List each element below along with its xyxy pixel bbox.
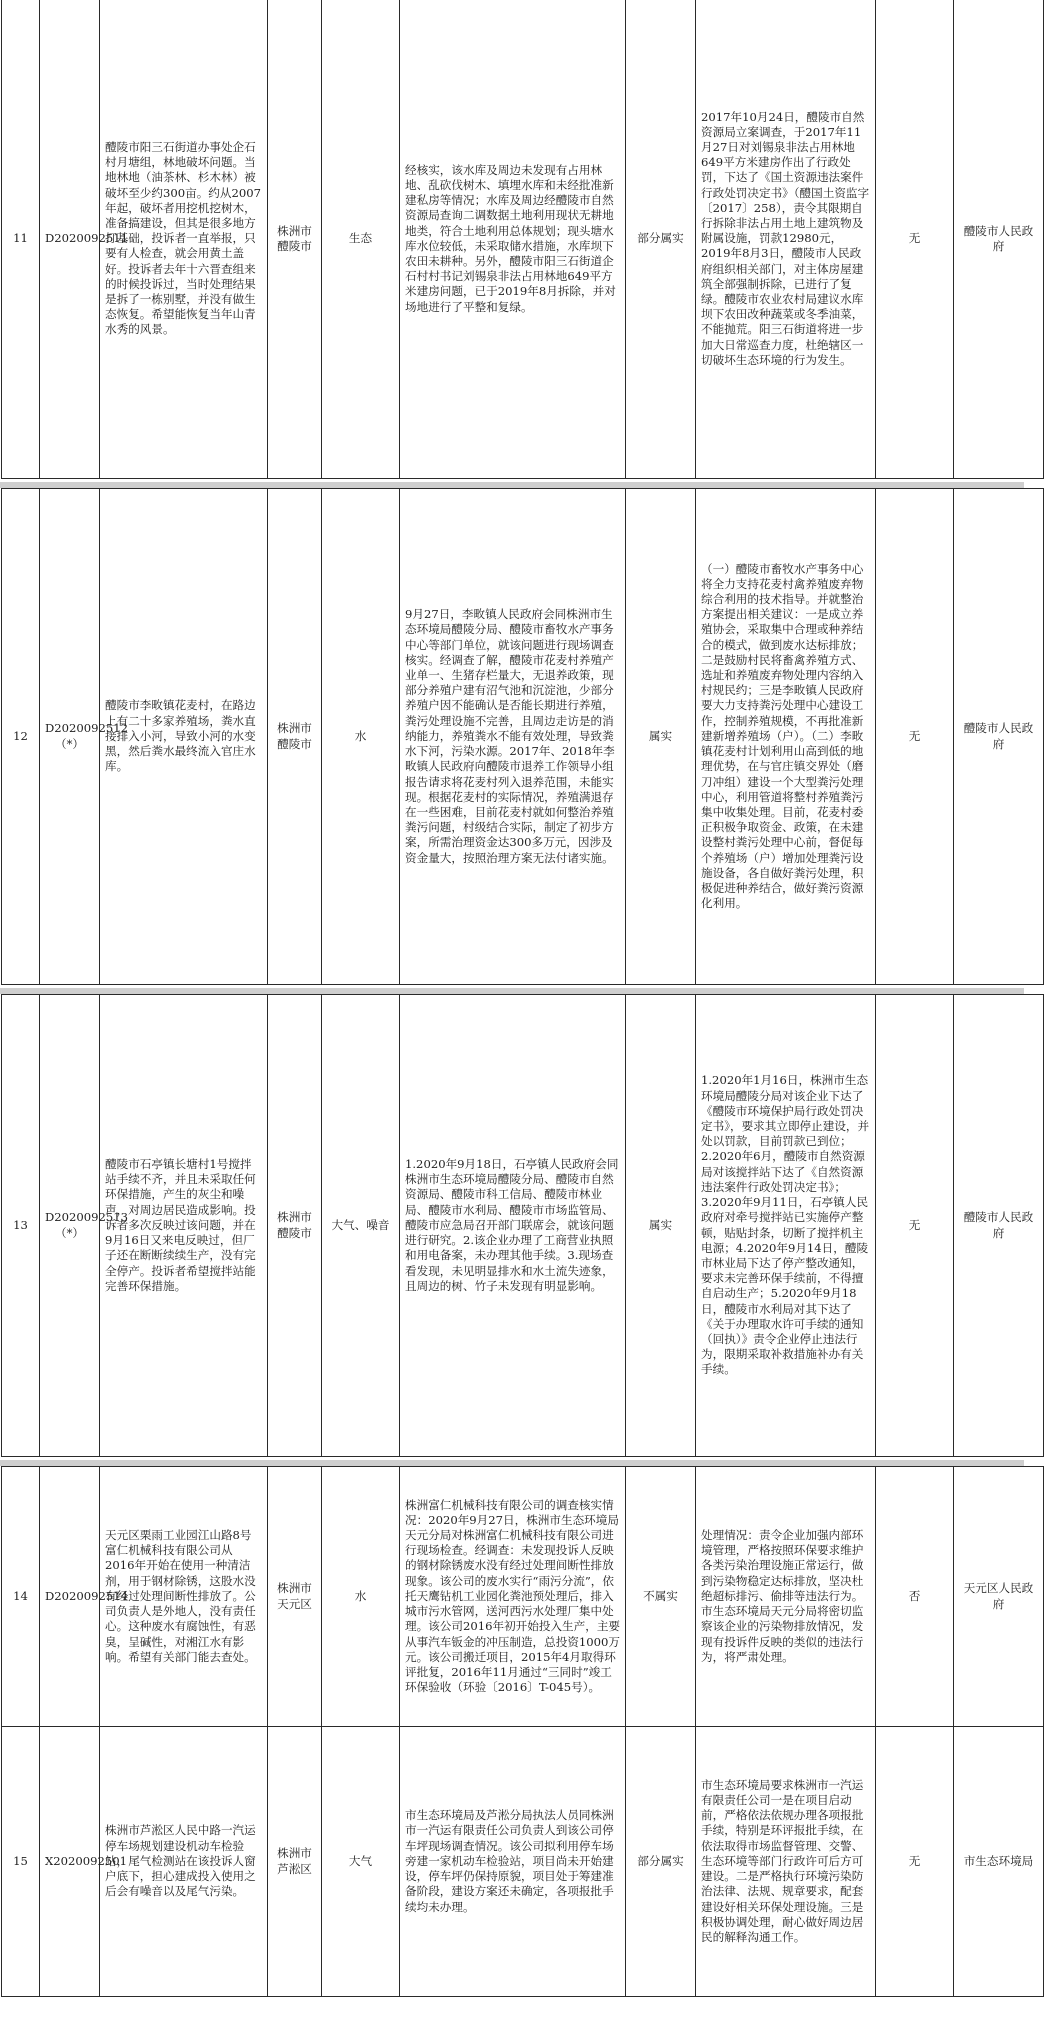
verdict-cell: 不属实 xyxy=(626,1467,696,1727)
complaint-table xyxy=(1,488,1044,985)
complaint-cell: 株洲市芦淞区人民中路一汽运停车场规划建设机动车检验站，尾气检测站在该投诉人窗户底下，担心建成投入使用之后会有噪音以及尾气污染。 xyxy=(100,1727,268,1997)
case-id-cell: D2020092513（*） xyxy=(40,995,100,1457)
admin-region-cell: 株洲市醴陵市 xyxy=(268,489,322,985)
investigation-cell: 经核实，该水库及周边未发现有占用林地、乱砍伐树木、填埋水库和未经批准新建私房等情况；水库及周边经醴陵市自然资源局查询二调数据土地利用现状无耕地地类，符合土地利用总体规划；现头塘水库水位较低，未采取储水措施，水库坝下农田未耕种。另外，醴陵市阳三石街道企石村村书记刘锡泉非法占用林地649平方米建房问题，已于2019年8月拆除，并对场地进行了平整和复绿。 xyxy=(400,0,626,478)
accountability-cell: 否 xyxy=(876,1467,954,1727)
table-page xyxy=(0,488,1034,988)
complaint-table xyxy=(1,0,1044,479)
admin-region-cell: 株洲市醴陵市 xyxy=(268,0,322,478)
admin-region-cell: 株洲市天元区 xyxy=(268,1467,322,1727)
table-row xyxy=(2,1727,1044,1997)
seq-cell: 13 xyxy=(2,995,40,1457)
complaint-table xyxy=(1,1466,1044,1997)
accountability-cell: 无 xyxy=(876,1727,954,1997)
handling-cell: 1.2020年1月16日，株洲市生态环境局醴陵分局对该企业下达了《醴陵市环境保护局行政处罚决定书》，要求其立即停止建设，并处以罚款，目前罚款已到位；2.2020年6月，醴陵市自然资源局对该搅拌站下达了《自然资源违法案件行政处罚决定书》；3.2020年9月11日，石亭镇人民政府对牵号搅拌站已实施停产整顿，贴贴封条，切断了搅拌机主电源；4.2020年9月14日，醴陵市林业局下达了停产整改通知，要求未完善环保手续前，不得擅自启动生产；5.2020年9月18日，醴陵市水利局对其下达了《关于办理取水许可手续的通知（回执）》责令企业停止违法行为，限期采取补救措施补办有关手续。 xyxy=(696,995,876,1457)
handling-cell: 2017年10月24日，醴陵市自然资源局立案调查，于2017年11月27日对刘锡泉非法占用林地649平方米建房作出了行政处罚，下达了《国土资源违法案件行政处罚决定书》（醴国土资监字〔2017〕258），责令其限期自行拆除非法占用土地上建筑物及附属设施，罚款12980元，2019年8月3日，醴陵市人民政府组织相关部门，对主体房屋建筑全部强制拆除，已进行了复绿。醴陵市农业农村局建议水库坝下农田改种蔬菜或冬季油菜，不能抛荒。阳三石街道将进一步加大日常巡查力度，杜绝辖区一切破坏生态环境的行为发生。 xyxy=(696,0,876,478)
handling-cell: （一）醴陵市畜牧水产事务中心将全力支持花麦村禽养殖废弃物综合利用的技术指导。并就整治方案提出相关建议：一是成立养殖协会，采取集中合理或种养结合的模式，做到废水达标排放；二是鼓励村民将畜禽养殖方式、选址和养殖废弃物处理内容纳入村规民约；三是李畋镇人民政府要大力支持粪污处理中心建设工作，控制养殖规模，不再批准新建新增养殖场（户）。（二）李畋镇花麦村计划利用山高到低的地理优势，在与官庄镇交界处（磨刀冲组）建设一个大型粪污处理中心，利用管道将整村养殖粪污集中收集处理。目前，花麦村委正积极争取资金、政策，在未建设整村粪污处理中心前，督促每个养殖场（户）增加处理粪污设施设备，各自做好粪污处理，积极促进种养结合，做好粪污资源化利用。 xyxy=(696,489,876,985)
admin-region-cell: 株洲市醴陵市 xyxy=(268,995,322,1457)
case-id-cell: X2020092501 xyxy=(40,1727,100,1997)
complaint-cell: 醴陵市石亭镇长塘村1号搅拌站手续不齐，并且未采取任何环保措施，产生的灰尘和噪声，对周边居民造成影响。投诉者多次反映过该问题，并在9月16日又来电反映过，但厂子还在断断续续生产，没有完全停产。投诉者希望搅拌站能完善环保措施。 xyxy=(100,995,268,1457)
pollution-type-cell: 水 xyxy=(322,1467,400,1727)
complaint-cell: 天元区栗雨工业园江山路8号富仁机械科技有限公司从2016年开始在使用一种清洁剂，用于钢材除锈，这股水没有经过处理间断性排放了。公司负责人是外地人，没有责任心。这种废水有腐蚀性，有恶臭，呈碱性，对湘江水有影响。希望有关部门能去查处。 xyxy=(100,1467,268,1727)
accountability-cell: 无 xyxy=(876,489,954,985)
pollution-type-cell: 生态 xyxy=(322,0,400,478)
investigation-cell: 株洲富仁机械科技有限公司的调查核实情况：2020年9月27日，株洲市生态环境局天元分局对株洲富仁机械科技有限公司进行现场检查。经调查：未发现投诉人反映的钢材除锈废水没有经过处理间断性排放现象。该公司的废水实行“雨污分流”，依托天鹰钻机工业园化粪池预处理后，排入城市污水管网，送河西污水处理厂集中处理。该公司2016年初开始投入生产，主要从事汽车钣金的冲压制造，总投资1000万元。该公司搬迁项目，2015年4月取得环评批复，2016年11月通过“三同时”竣工环保验收（环验〔2016〕T-045号）。 xyxy=(400,1467,626,1727)
complaint-cell: 醴陵市李畋镇花麦村，在路边上有二十多家养殖场，粪水直接排入小河，导致小河的水变黑，然后粪水最终流入官庄水库。 xyxy=(100,489,268,985)
complaint-table xyxy=(1,994,1044,1457)
complaint-cell: 醴陵市阳三石街道办事处企石村月塘组，林地破坏问题。当地林地（油茶林、杉木林）被破坏至少约300亩。约从2007年起，破坏者用挖机挖树木，准备搞建设，但其是很多地方打基础，投诉者一直举报，只要有人检查，就会用黄土盖好。投诉者去年十六晋查组来的时候投诉过，当时处理结果是拆了一栋别墅，并没有做生态恢复。希望能恢复当年山青水秀的风景。 xyxy=(100,0,268,478)
pollution-type-cell: 大气、噪音 xyxy=(322,995,400,1457)
responsible-unit-cell: 醴陵市人民政府 xyxy=(954,489,1044,985)
verdict-cell: 属实 xyxy=(626,489,696,985)
table-row xyxy=(2,0,1044,478)
verdict-cell: 属实 xyxy=(626,995,696,1457)
responsible-unit-cell: 醴陵市人民政府 xyxy=(954,0,1044,478)
table-page xyxy=(0,1466,1034,2021)
admin-region-cell: 株洲市芦淞区 xyxy=(268,1727,322,1997)
table-page xyxy=(0,0,1034,482)
table-row xyxy=(2,995,1044,1457)
responsible-unit-cell: 市生态环境局 xyxy=(954,1727,1044,1997)
seq-cell: 14 xyxy=(2,1467,40,1727)
table-page xyxy=(0,994,1034,1460)
investigation-cell: 市生态环境局及芦淞分局执法人员同株洲市一汽运有限责任公司负责人到该公司停车坪现场调查情况。该公司拟利用停车场旁建一家机动车检验站，项目尚未开始建设，停车坪仍保持原貌，项目处于筹建准备阶段，建设方案还未确定，各项报批手续均未办理。 xyxy=(400,1727,626,1997)
responsible-unit-cell: 醴陵市人民政府 xyxy=(954,995,1044,1457)
accountability-cell: 无 xyxy=(876,995,954,1457)
verdict-cell: 部分属实 xyxy=(626,0,696,478)
investigation-cell: 9月27日，李畋镇人民政府会同株洲市生态环境局醴陵分局、醴陵市畜牧水产事务中心等部门单位，就该问题进行现场调查核实。经调查了解，醴陵市花麦村养殖产业单一、生猪存栏量大，无退养政策，现部分养殖户建有沼气池和沉淀池，少部分养殖户因不能确认是否能长期进行养殖，粪污处理设施不完善，且周边走访是的消纳能力，养殖粪水不能有效处理，导致粪水下河，污染水源。2017年、2018年李畋镇人民政府向醴陵市退养工作领导小组报告请求将花麦村列入退养范围，未能实现。根据花麦村的实际情况，养殖满退存在一些困难，目前花麦村就如何整治养殖粪污问题，村级结合实际，制定了初步方案，所需治理资金达300多万元，因涉及资金量大，按照治理方案无法付诸实施。 xyxy=(400,489,626,985)
table-row xyxy=(2,489,1044,985)
seq-cell: 11 xyxy=(2,0,40,478)
case-id-cell: D2020092511 xyxy=(40,0,100,478)
case-id-cell: D2020092512（*） xyxy=(40,489,100,985)
table-row xyxy=(2,1467,1044,1727)
handling-cell: 处理情况：责令企业加强内部环境管理，严格按照环保要求维护各类污染治理设施正常运行，做到污染物稳定达标排放，坚决杜绝超标排污、偷排等违法行为。市生态环境局天元分局将密切监察该企业的污染物排放情况，发现有投诉件反映的类似的违法行为，将严肃处理。 xyxy=(696,1467,876,1727)
verdict-cell: 部分属实 xyxy=(626,1727,696,1997)
pollution-type-cell: 水 xyxy=(322,489,400,985)
investigation-cell: 1.2020年9月18日，石亭镇人民政府会同株洲市生态环境局醴陵分局、醴陵市自然资源局、醴陵市科工信局、醴陵市林业局、醴陵市水利局、醴陵市市场监管局、醴陵市应急局召开部门联席会，就该问题进行研究。2.该企业办理了工商营业执照和用电备案，未办理其他手续。3.现场查看发现，未见明显排水和水土流失迹象，且周边的树、竹子未发现有明显影响。 xyxy=(400,995,626,1457)
case-id-cell: D2020092514 xyxy=(40,1467,100,1727)
responsible-unit-cell: 天元区人民政府 xyxy=(954,1467,1044,1727)
pollution-type-cell: 大气 xyxy=(322,1727,400,1997)
seq-cell: 15 xyxy=(2,1727,40,1997)
accountability-cell: 无 xyxy=(876,0,954,478)
handling-cell: 市生态环境局要求株洲市一汽运有限责任公司一是在项目启动前，严格依法依规办理各项报批手续，特别是环评报批手续，在依法取得市场监督管理、交警、生态环境等部门行政许可后方可建设。二是严格执行环境污染防治法律、法规、规章要求，配套建设好相关环保处理设施。三是积极协调处理，耐心做好周边居民的解释沟通工作。 xyxy=(696,1727,876,1997)
seq-cell: 12 xyxy=(2,489,40,985)
